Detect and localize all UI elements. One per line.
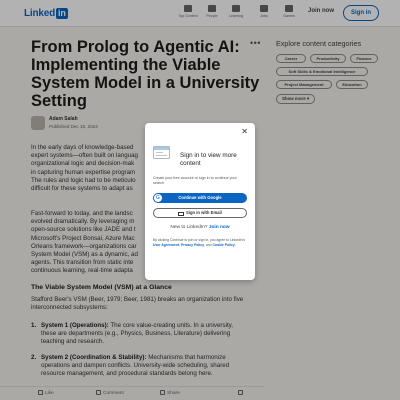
chip-soft-skills[interactable]: Soft Skills & Emotional Intelligence <box>276 67 368 76</box>
text-line: interconnected subsystems: <box>31 304 108 312</box>
chip-education[interactable]: Education <box>336 80 368 89</box>
chip-finance[interactable]: Finance <box>350 54 378 63</box>
text-line: organizational logic and decision-mak <box>31 160 135 168</box>
browser-illustration-icon <box>153 146 170 159</box>
text-line: Microsoft's Project Bonsai, Azure Mac <box>31 234 135 242</box>
nav-jobs[interactable]: Jobs <box>250 5 278 18</box>
new-to-linkedin: New to LinkedIn? Join now <box>170 225 230 230</box>
comment-button[interactable]: Comment <box>96 390 124 396</box>
section-heading: The Viable System Model (VSM) at a Glance <box>31 284 172 291</box>
modal-join-now-link[interactable]: Join now <box>208 225 230 230</box>
chip-productivity[interactable]: Productivity <box>310 54 346 63</box>
text-line: expert systems—often built on languag <box>31 152 138 160</box>
explore-title: Explore content categories <box>276 39 362 48</box>
list-number: 2. <box>31 354 37 361</box>
share-button[interactable]: Share <box>160 390 180 396</box>
text-line: The rules and logic had to be meticulo <box>31 176 136 184</box>
text-line: evolved dramatically. By leveraging m <box>31 218 135 226</box>
close-icon[interactable]: ✕ <box>241 127 248 136</box>
google-icon: G <box>154 194 162 202</box>
text-line: in capturing human expertise program <box>31 168 136 176</box>
text-line: open-source solutions like JADE and t <box>31 226 136 234</box>
modal-title: Sign in to view more content <box>180 152 237 167</box>
nav-top-content[interactable]: Top Content <box>174 5 202 18</box>
cookie-policy-link[interactable]: Cookie Policy <box>212 242 235 247</box>
sign-in-button[interactable]: Sign in <box>343 5 379 21</box>
nav-games[interactable]: Games <box>275 5 303 18</box>
like-button[interactable]: Like <box>38 390 54 396</box>
article-title: From Prolog to Agentic AI: Implementing the Viable System Model in a University Setting <box>31 38 260 110</box>
continue-with-google-button[interactable]: G Continue with Google <box>153 193 247 203</box>
text-line: Orleans framework—organizations car <box>31 242 137 250</box>
nav-learning[interactable]: Learning <box>222 5 250 18</box>
show-more-button[interactable]: Show more ▾ <box>276 94 315 104</box>
list-text: System 1 (Operations): The core value-creating units. In a university, these are departments (e.g., Physics, Business, Literature) delivering teaching and research. <box>41 322 234 346</box>
text-line: System Model (VSM) as a dynamic, ad <box>31 251 138 259</box>
agreement-text: By clicking Continue to join or sign in, you agree to LinkedIn's User Agreement, Privacy Policy, and Cookie Policy. <box>153 238 246 247</box>
text-line: Fast-forward to today, and the landsc <box>31 210 133 217</box>
logo-text: Linked <box>24 8 56 19</box>
text-line: Stafford Beer's VSM (Beer, 1979; Beer, 1981) breaks an organization into five <box>31 296 244 303</box>
list-text: System 2 (Coordination & Stability): Mechanisms that harmonize operations and dampen conflicts. University-wide scheduling, shared resource management, and procedural standards belong here. <box>41 354 230 378</box>
chip-project-management[interactable]: Project Management <box>276 80 332 89</box>
list-number: 1. <box>31 322 37 329</box>
nav-people[interactable]: People <box>198 5 226 18</box>
sign-in-with-email-button[interactable]: Sign in with Email <box>153 208 247 218</box>
email-icon <box>178 212 184 216</box>
privacy-policy-link[interactable]: Privacy Policy <box>180 242 204 247</box>
join-now-link[interactable]: Join now <box>308 8 334 14</box>
text-line: In the early days of knowledge-based <box>31 144 134 151</box>
logo-box: in <box>58 8 66 18</box>
more-options-icon[interactable]: ••• <box>250 38 261 48</box>
text-line: agents. This transition from static inte <box>31 259 134 267</box>
text-line: continuous learning, real-time adapta <box>31 267 133 275</box>
modal-subtitle: Create your free account or sign in to continue your search <box>153 176 237 185</box>
sign-in-modal <box>145 123 255 280</box>
user-agreement-link[interactable]: User Agreement <box>153 242 180 247</box>
author-name[interactable]: Adam Salah <box>49 116 78 122</box>
text-line: difficult for these systems to adapt as <box>31 185 133 193</box>
publish-date: Published Dec 15, 2024 <box>49 124 98 129</box>
chip-career[interactable]: Career <box>276 54 306 63</box>
